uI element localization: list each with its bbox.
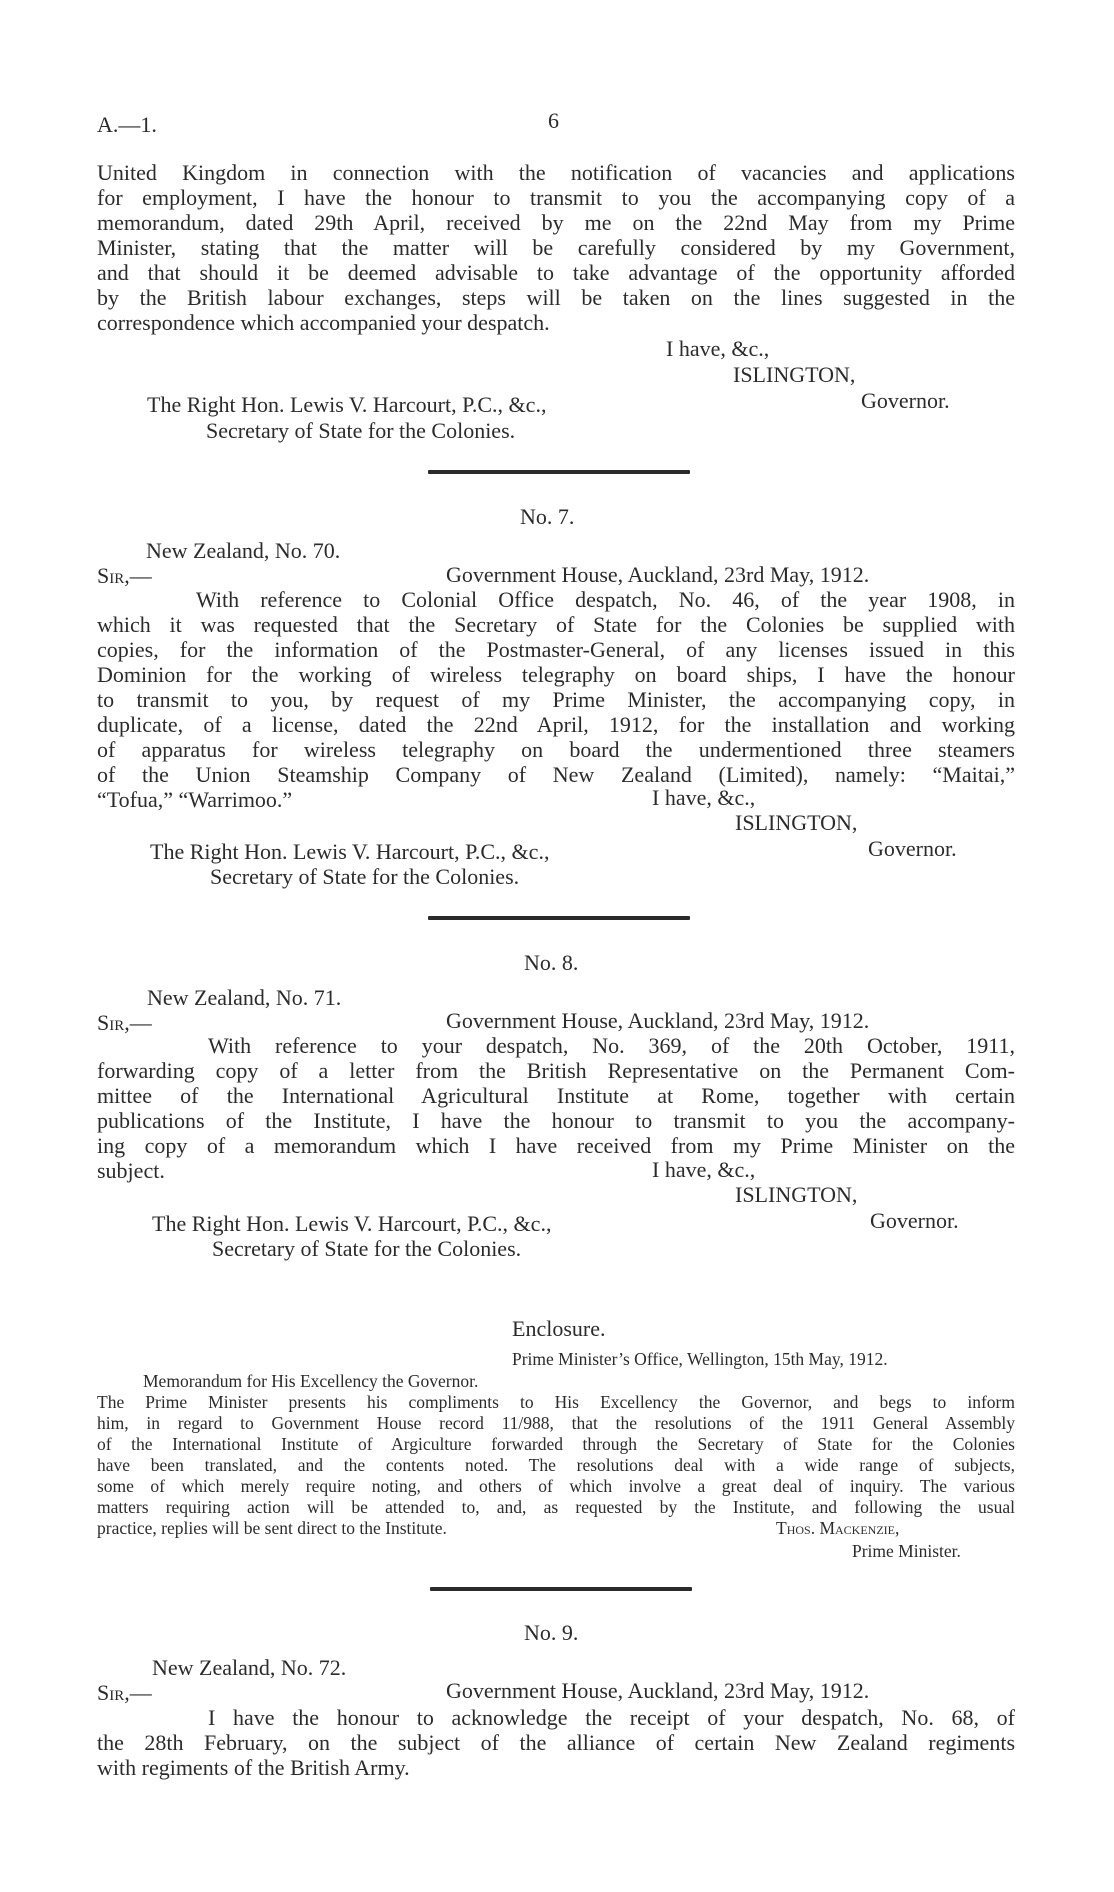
closing: I have, &c., bbox=[652, 785, 756, 810]
signature: ISLINGTON, bbox=[735, 810, 858, 835]
body-line: to transmit to you, by request of my Prime Minister, the accompanying copy, in bbox=[97, 687, 1015, 712]
enclosure-heading: Enclosure. bbox=[512, 1316, 606, 1341]
body-line: publications of the Institute, I have the honour to transmit to you the accompany- bbox=[97, 1108, 1015, 1133]
body-line: ing copy of a memorandum which I have received from my Prime Minister on the bbox=[97, 1133, 1015, 1158]
body-line: subject. bbox=[97, 1158, 165, 1183]
memo-line: The Prime Minister presents his compliments to His Excellency the Governor, and begs to inform bbox=[97, 1392, 1015, 1412]
memo-line: practice, replies will be sent direct to the Institute. bbox=[97, 1518, 447, 1538]
letter-ref: New Zealand, No. 72. bbox=[152, 1655, 347, 1680]
addressee: The Right Hon. Lewis V. Harcourt, P.C., &c., bbox=[152, 1211, 552, 1236]
section-heading: No. 9. bbox=[524, 1620, 579, 1645]
memo-line: have been translated, and the contents noted. The resolutions deal with a wide range of subjects, bbox=[97, 1455, 1015, 1475]
body-line: duplicate, of a license, dated the 22nd April, 1912, for the installation and working bbox=[97, 712, 1015, 737]
addressee-title: Secretary of State for the Colonies. bbox=[210, 864, 520, 889]
memo-addressee: Memorandum for His Excellency the Governor. bbox=[143, 1371, 479, 1391]
body-line: forwarding copy of a letter from the British Representative on the Permanent Com- bbox=[97, 1058, 1015, 1083]
intro-line: and that should it be deemed advisable to take advantage of the opportunity afforded bbox=[97, 260, 1015, 285]
section-heading: No. 8. bbox=[524, 950, 579, 975]
salutation: Sir,— bbox=[97, 563, 152, 588]
letter-ref: New Zealand, No. 71. bbox=[147, 985, 342, 1010]
salutation: Sir,— bbox=[97, 1010, 152, 1035]
intro-line: Minister, stating that the matter will be carefully considered by my Government, bbox=[97, 235, 1015, 260]
place-date: Government House, Auckland, 23rd May, 1912. bbox=[446, 1008, 870, 1033]
section-divider bbox=[428, 916, 690, 920]
body-line: with regiments of the British Army. bbox=[97, 1755, 410, 1780]
signatory-title: Governor. bbox=[868, 836, 957, 861]
intro-line: for employment, I have the honour to transmit to you the accompanying copy of a bbox=[97, 185, 1015, 210]
body-line: the 28th February, on the subject of the alliance of certain New Zealand regiments bbox=[97, 1730, 1015, 1755]
intro-line: correspondence which accompanied your despatch. bbox=[97, 310, 550, 335]
section-divider bbox=[428, 470, 690, 474]
memo-signatory-title: Prime Minister. bbox=[852, 1541, 961, 1561]
addressee: The Right Hon. Lewis V. Harcourt, P.C., &c., bbox=[150, 839, 550, 864]
page-number: 6 bbox=[548, 108, 559, 133]
memo-signature: Thos. Mackenzie, bbox=[776, 1518, 900, 1538]
memo-line: of the International Institute of Argiculture forwarded through the Secretary of State for the Colonies bbox=[97, 1434, 1015, 1454]
letter-ref: New Zealand, No. 70. bbox=[146, 538, 341, 563]
body-line: With reference to your despatch, No. 369, of the 20th October, 1911, bbox=[208, 1033, 1015, 1058]
addressee-title: Secretary of State for the Colonies. bbox=[206, 418, 516, 443]
body-line: I have the honour to acknowledge the receipt of your despatch, No. 68, of bbox=[208, 1705, 1015, 1730]
body-line: mittee of the International Agricultural Institute at Rome, together with certain bbox=[97, 1083, 1015, 1108]
closing: I have, &c., bbox=[652, 1157, 756, 1182]
body-line: of apparatus for wireless telegraphy on board the undermentioned three steamers bbox=[97, 737, 1015, 762]
place-date: Government House, Auckland, 23rd May, 1912. bbox=[446, 562, 870, 587]
document-reference: A.—1. bbox=[97, 112, 157, 137]
memo-line: him, in regard to Government House record 11/988, that the resolutions of the 1911 General Assembly bbox=[97, 1413, 1015, 1433]
section-divider bbox=[430, 1587, 692, 1591]
addressee-title: Secretary of State for the Colonies. bbox=[212, 1236, 522, 1261]
memo-line: some of which merely require noting, and others of which involve a great deal of inquiry. The various bbox=[97, 1476, 1015, 1496]
signature: ISLINGTON, bbox=[735, 1182, 858, 1207]
memo-line: matters requiring action will be attended to, and, as requested by the Institute, and following the usual bbox=[97, 1497, 1015, 1517]
body-line: With reference to Colonial Office despatch, No. 46, of the year 1908, in bbox=[196, 587, 1015, 612]
intro-line: memorandum, dated 29th April, received by me on the 22nd May from my Prime bbox=[97, 210, 1015, 235]
signatory-title: Governor. bbox=[870, 1208, 959, 1233]
salutation: Sir,— bbox=[97, 1680, 152, 1705]
body-line: “Tofua,” “Warrimoo.” bbox=[97, 787, 293, 812]
body-line: which it was requested that the Secretary of State for the Colonies be supplied with bbox=[97, 612, 1015, 637]
body-line: of the Union Steamship Company of New Zealand (Limited), namely: “Maitai,” bbox=[97, 762, 1015, 787]
enclosure-office: Prime Minister’s Office, Wellington, 15th May, 1912. bbox=[512, 1349, 888, 1369]
body-line: Dominion for the working of wireless telegraphy on board ships, I have the honour bbox=[97, 662, 1015, 687]
closing: I have, &c., bbox=[666, 336, 770, 361]
body-line: copies, for the information of the Postmaster-General, of any licenses issued in this bbox=[97, 637, 1015, 662]
signature: ISLINGTON, bbox=[733, 362, 856, 387]
place-date: Government House, Auckland, 23rd May, 1912. bbox=[446, 1678, 870, 1703]
section-heading: No. 7. bbox=[520, 504, 575, 529]
addressee: The Right Hon. Lewis V. Harcourt, P.C., &c., bbox=[147, 392, 547, 417]
intro-line: United Kingdom in connection with the notification of vacancies and applications bbox=[97, 160, 1015, 185]
signatory-title: Governor. bbox=[861, 388, 950, 413]
intro-line: by the British labour exchanges, steps will be taken on the lines suggested in the bbox=[97, 285, 1015, 310]
